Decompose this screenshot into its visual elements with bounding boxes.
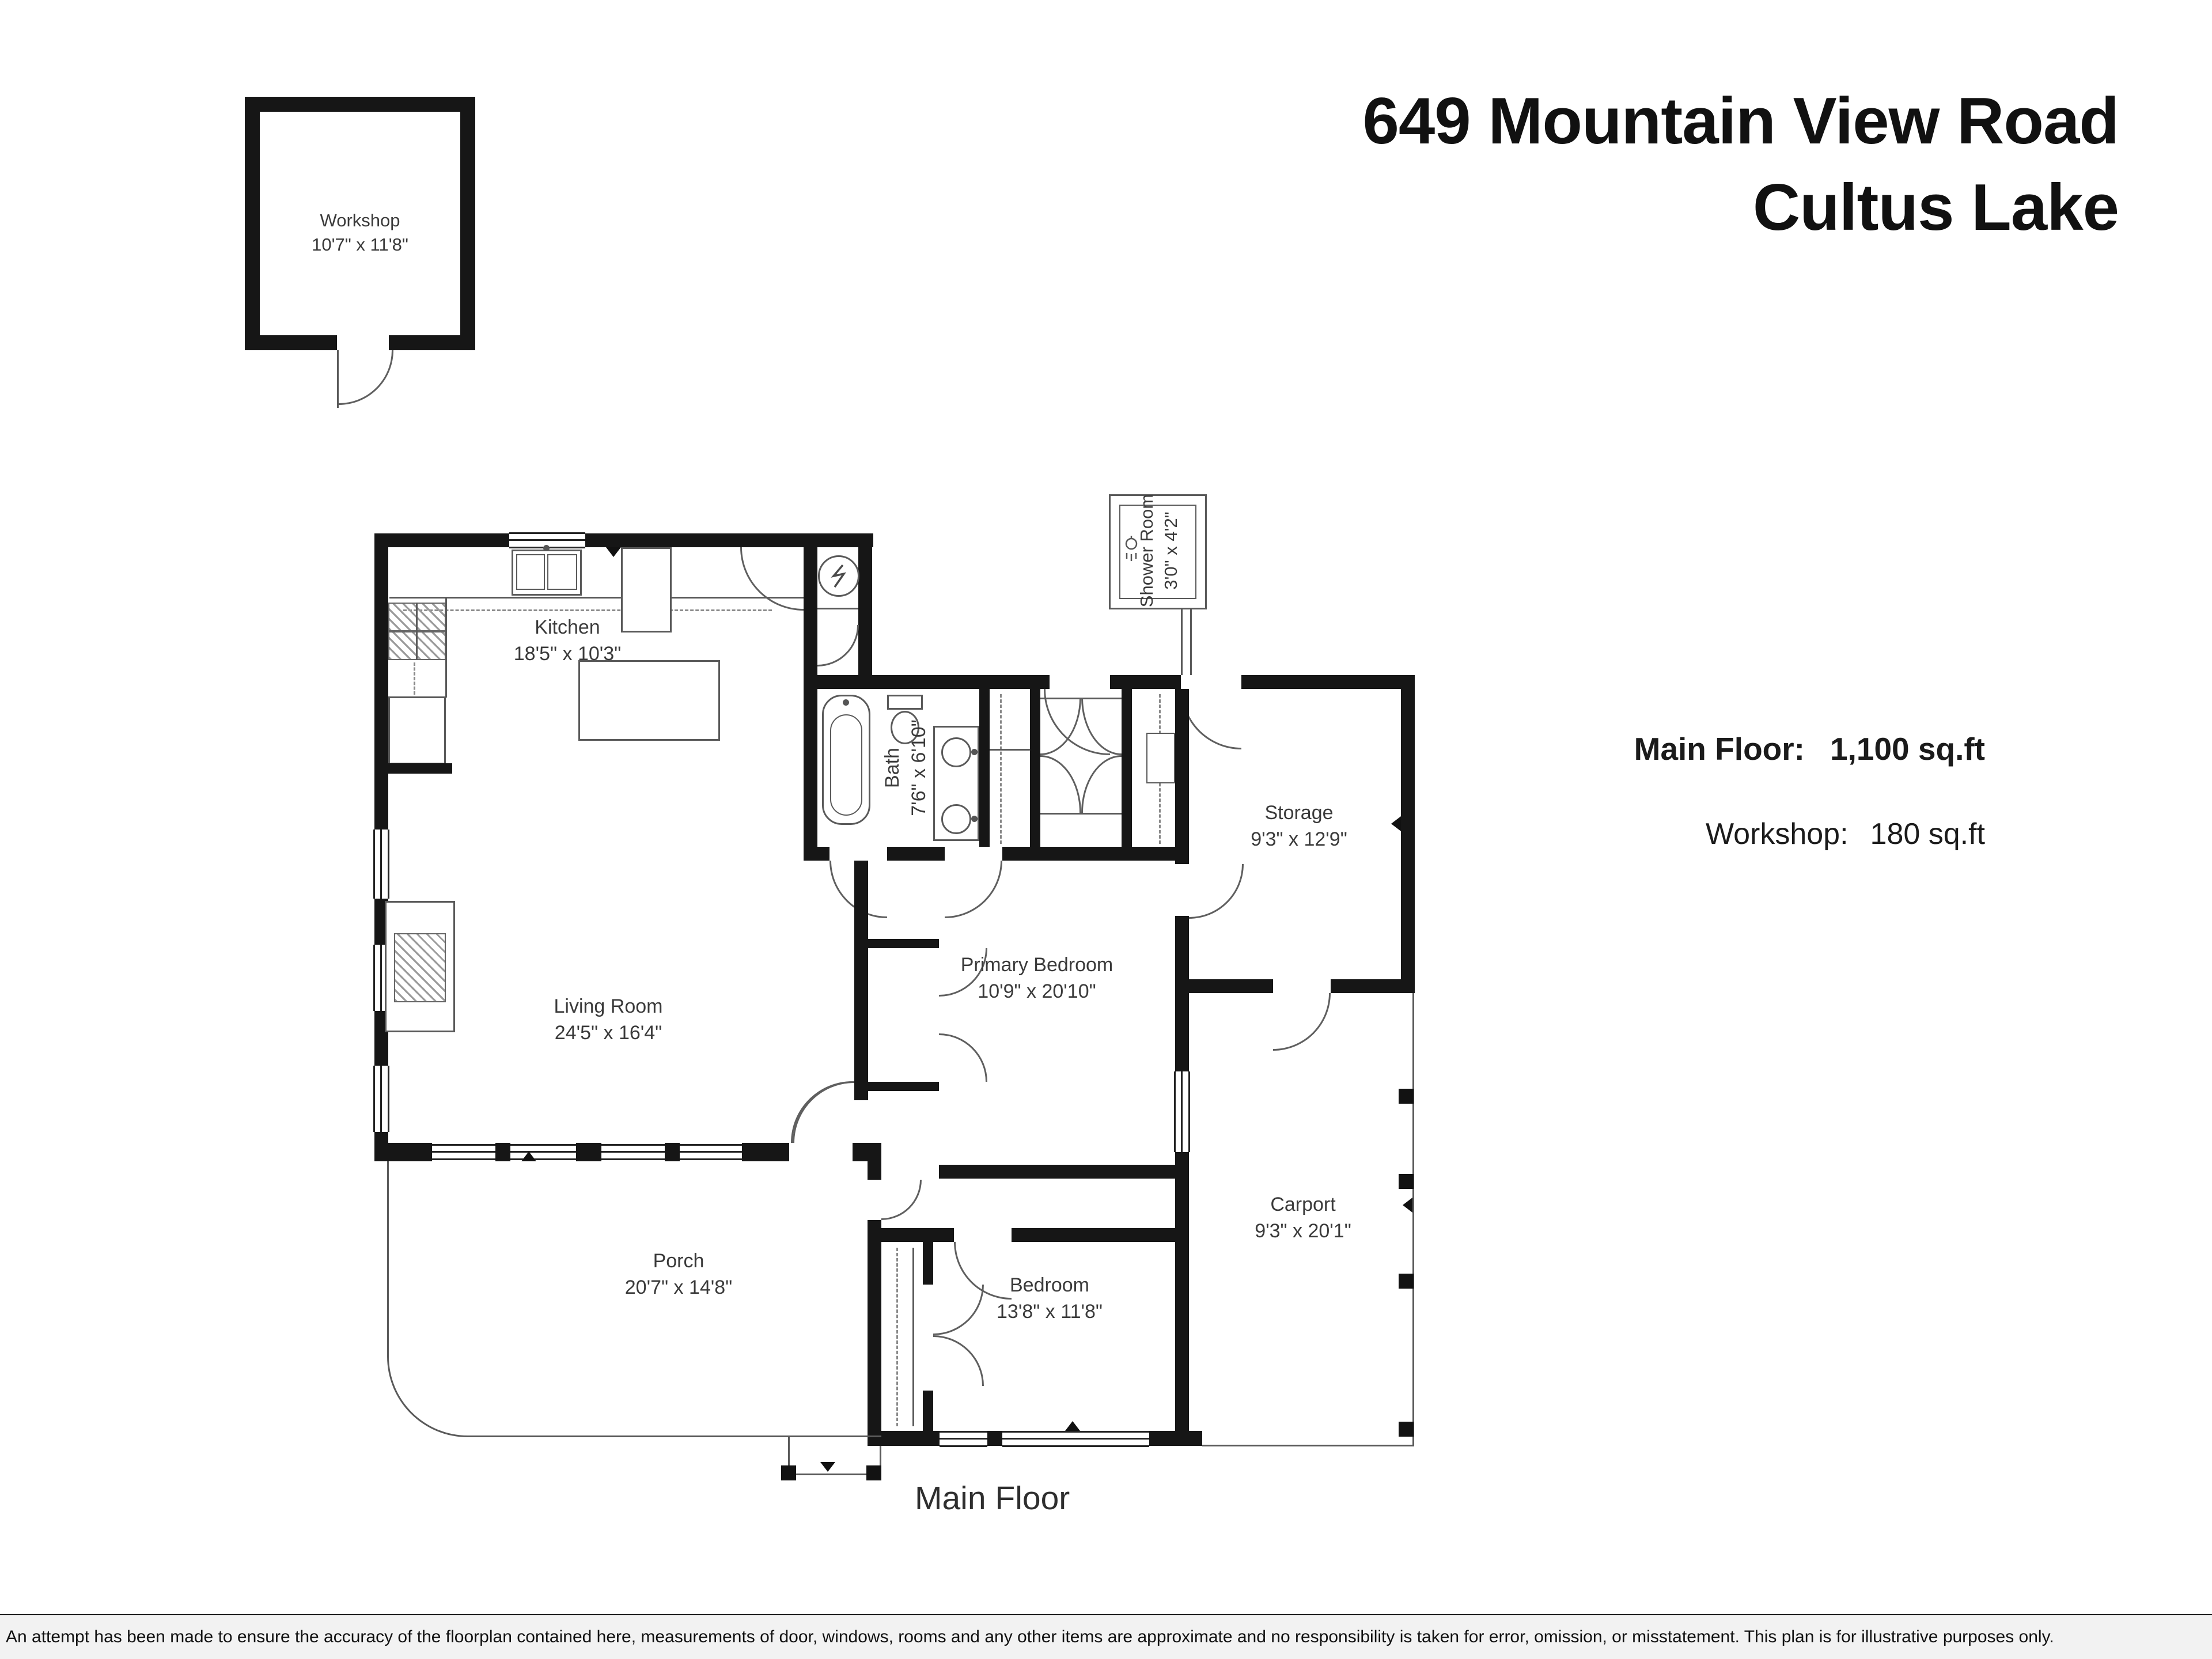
kitchen-sink-faucet [543,545,550,551]
workshop-wall-left [245,97,260,350]
room-label-kitchen: Kitchen 18'5" x 10'3" [513,616,622,665]
living-window-left-1 [373,830,389,899]
room-label-bedroom: Bedroom 13'8" x 11'8" [997,1274,1103,1323]
wall-entry-right [858,533,872,675]
tick-marker [606,547,621,557]
workshop-wall-bottom-right [389,335,475,350]
tick-marker [1403,1198,1412,1213]
room-label-shower-room: Shower Room 3'0" x 4'2" [1137,494,1181,608]
wall-upper-top-c [1241,675,1415,689]
workshop-area-value: 180 sq.ft [1870,817,1985,851]
tick-marker [521,1152,536,1161]
wall-bath-right [979,689,990,847]
room-label-living-room: Living Room 24'5" x 16'4" [554,995,663,1044]
wall-kitchen-top-a [374,533,509,547]
wall-storage-bottom-b [1331,979,1415,993]
bedroom-closet-dashline [896,1248,898,1426]
bedroom-closet-bifold-arc-2 [933,1335,984,1386]
wall-left-a [374,533,388,830]
carport-post-2 [1399,1174,1414,1189]
main-floor-area-value: 1,100 sq.ft [1830,731,1985,767]
wall-mid-a [804,847,830,861]
title-city: Cultus Lake [1752,171,2119,244]
living-window-bottom-2 [510,1144,576,1160]
tick-marker [820,1462,835,1472]
kitchen-counter-front-line [389,597,804,599]
tick-marker [1065,1421,1080,1431]
hall-closet-b-bottom-line [1040,813,1122,815]
porch-post-left [781,1465,796,1480]
living-to-bedroom-wing-door-arc [793,1081,854,1143]
footer-disclaimer-bar [0,1614,2212,1659]
carport-edge-right [1412,993,1414,1446]
wall-storage-right [1401,675,1415,993]
room-label-storage: Storage 9'3" x 12'9" [1251,802,1347,850]
wall-living-bottom-d [665,1143,680,1161]
area-summary [1634,730,1985,851]
workshop-area-row [1706,817,1985,851]
wall-mid-c [1002,847,1189,861]
workshop-door-arc [339,350,393,405]
room-label-primary-bedroom: Primary Bedroom 10'9" x 20'10" [960,954,1113,1002]
entry-closet-door-arc [817,625,859,666]
disclaimer-text: An attempt has been made to ensure the accuracy of the floorplan contained here, measurements of door, windows, rooms and any other items are approximate and no responsibility is taken for error, omission, or misstatement. This plan is for illustrative purposes only. [6,1627,2054,1646]
bath-sink-2-faucet [971,816,978,822]
wall-living-bottom-c [576,1143,601,1161]
workshop-area-label: Workshop: [1705,817,1849,851]
wall-wing-bottom-c [1149,1431,1202,1446]
wall-kitchen-top-b [585,533,873,547]
wall-wing-left-a [868,1143,881,1180]
primary-bedroom-window [1174,1071,1190,1152]
wall-living-bottom-b [495,1143,510,1161]
workshop-wall-right [460,97,475,350]
wall-mid-b [887,847,945,861]
wall-hall-closet-2 [1122,689,1132,847]
porch-edge-bottom [467,1435,881,1437]
toilet-tank [887,695,923,710]
porch-edge-left [387,1161,389,1357]
bathtub-inner [830,714,862,816]
hall-bifold-arc-4 [1081,755,1122,813]
primary-bedroom-door-arc [945,861,1002,918]
room-label-porch: Porch 20'7" x 14'8" [624,1250,733,1298]
wall-bedroom-top-a [868,1228,954,1242]
hall-closet-a-dashline [1000,694,1002,844]
page-title [1363,78,2119,251]
bath-sink-1-faucet [971,749,978,755]
plan-caption: Main Floor [915,1480,1070,1517]
bathtub-faucet [843,699,849,706]
kitchen-sink-basin-2 [547,554,577,590]
bedroom-window-2 [1002,1431,1149,1447]
bedroom-closet-stub-top [923,1242,933,1285]
kitchen-sink-basin-1 [516,554,545,590]
main-floor-area-row [1634,730,1985,767]
porch-corner-curve [387,1357,468,1437]
kitchen-half-wall-stub [384,763,452,774]
room-label-carport: Carport 9'3" x 20'1" [1255,1194,1351,1242]
wall-living-bottom-e [742,1143,789,1161]
fridge [621,547,672,632]
wall-primary-bottom [939,1165,1175,1179]
kitchen-left-counter-edge [445,597,447,698]
primary-closet-wall-top [868,939,939,948]
bath-sink-1 [941,737,971,767]
wall-wing-bottom-b [987,1431,1002,1446]
carport-storage-door-arc [1273,993,1331,1051]
porch-to-hall-door-arc [881,1180,922,1220]
carport-post-1 [1399,1089,1414,1104]
wall-house-right-c [1175,1152,1189,1446]
room-label-workshop: Workshop 10'7" x 11'8" [312,210,408,255]
bedroom-closet-stub-bottom [923,1391,933,1432]
entry-closet-shelf-line [817,608,858,609]
water-heater [818,555,859,597]
bedroom-closet-bifold-arc-1 [933,1285,984,1335]
room-label-bath: Bath 7'6" x 6'10" [881,719,930,816]
wall-hall-closet-1 [1030,689,1040,847]
shower-room-connector-line-2 [1190,609,1192,675]
kitchen-left-counter-dashline [414,662,415,695]
carport-edge-bottom [1202,1445,1414,1446]
bath-sink-2 [941,804,971,834]
hall-bifold-arc-3 [1040,755,1081,813]
wall-bedroom-top-b [1012,1228,1175,1242]
wall-nook-right [854,861,868,1100]
wall-upper-top-a [804,675,1050,689]
hall-closet-c-shelf [1146,733,1175,783]
wall-wing-bottom-a [868,1431,940,1446]
title-address: 649 Mountain View Road [1362,85,2119,158]
kitchen-island [578,660,720,741]
wall-house-right-b [1175,916,1189,1071]
wall-house-right-a [1175,689,1189,864]
porch-post-right [866,1465,881,1480]
living-window-bottom-3 [601,1144,665,1160]
living-window-bottom-1 [432,1144,495,1160]
carport-post-3 [1399,1274,1414,1289]
wall-living-bottom-a [374,1143,432,1161]
living-window-bottom-4 [680,1144,742,1160]
bedroom-window-1 [940,1431,987,1447]
living-window-left-3 [373,1066,389,1132]
primary-closet-bifold-arc-2 [939,1033,987,1082]
workshop-wall-top [245,97,475,112]
water-heater-zigzag-icon [827,563,850,589]
hall-bifold-arc-1 [1040,698,1081,755]
shower-room-connector-line-1 [1181,609,1183,675]
kitchen-upper-cabinet-dashline [403,609,772,611]
range-divider-line [416,603,418,660]
wall-storage-bottom-a [1189,979,1273,993]
kitchen-entry-door-arc [740,547,804,611]
hall-closet-a-shelf [990,749,1030,751]
main-floor-area-label: Main Floor: [1634,731,1805,767]
tick-marker [1391,816,1401,831]
wall-upper-top-b [1110,675,1181,689]
wall-wing-left-b [868,1220,881,1446]
workshop-wall-bottom-left [245,335,337,350]
carport-post-4 [1399,1422,1414,1437]
storage-door-arc [1181,689,1241,749]
kitchen-cabinet [388,696,446,764]
bedroom-closet-rod [912,1248,914,1426]
carport-house-door-arc [1189,864,1244,919]
primary-closet-wall-bottom [868,1082,939,1091]
fireplace-firebox [394,933,446,1002]
wall-kitchen-right [804,533,817,861]
